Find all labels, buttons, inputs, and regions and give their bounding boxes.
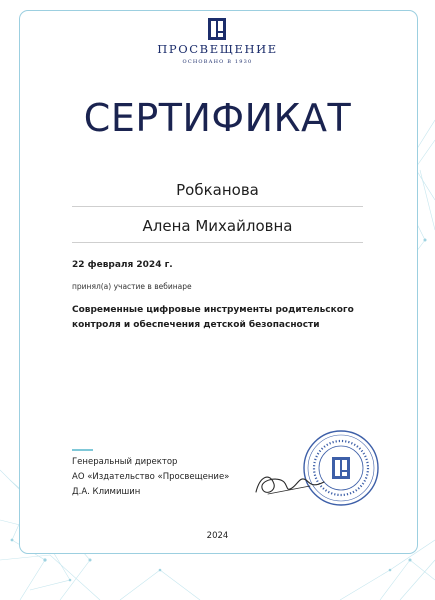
- webinar-title: Современные цифровые инструменты родительского контроля и обеспечения детской безопасности: [72, 305, 354, 330]
- signatory-position: Генеральный директор: [72, 457, 178, 467]
- footer-year: 2024: [206, 531, 229, 541]
- signature-scribble: [250, 462, 330, 502]
- signatory-name: Д.А. Климишин: [72, 487, 141, 497]
- certificate-title: СЕРТИФИКАТ: [83, 96, 352, 140]
- signatory-organization: АО «Издательство «Просвещение»: [72, 472, 230, 482]
- accent-divider: [72, 449, 93, 451]
- recipient-surname: Робканова: [176, 181, 259, 199]
- divider: [72, 242, 363, 243]
- prosveshchenie-logo-icon: [208, 18, 226, 40]
- event-date: 22 февраля 2024 г.: [72, 260, 173, 270]
- divider: [72, 206, 363, 207]
- brand-subtitle: ОСНОВАНО В 1930: [182, 59, 253, 65]
- participation-text: принял(а) участие в вебинаре: [72, 282, 192, 291]
- brand-name: ПРОСВЕЩЕНИЕ: [157, 42, 278, 56]
- recipient-given-names: Алена Михайловна: [142, 217, 293, 235]
